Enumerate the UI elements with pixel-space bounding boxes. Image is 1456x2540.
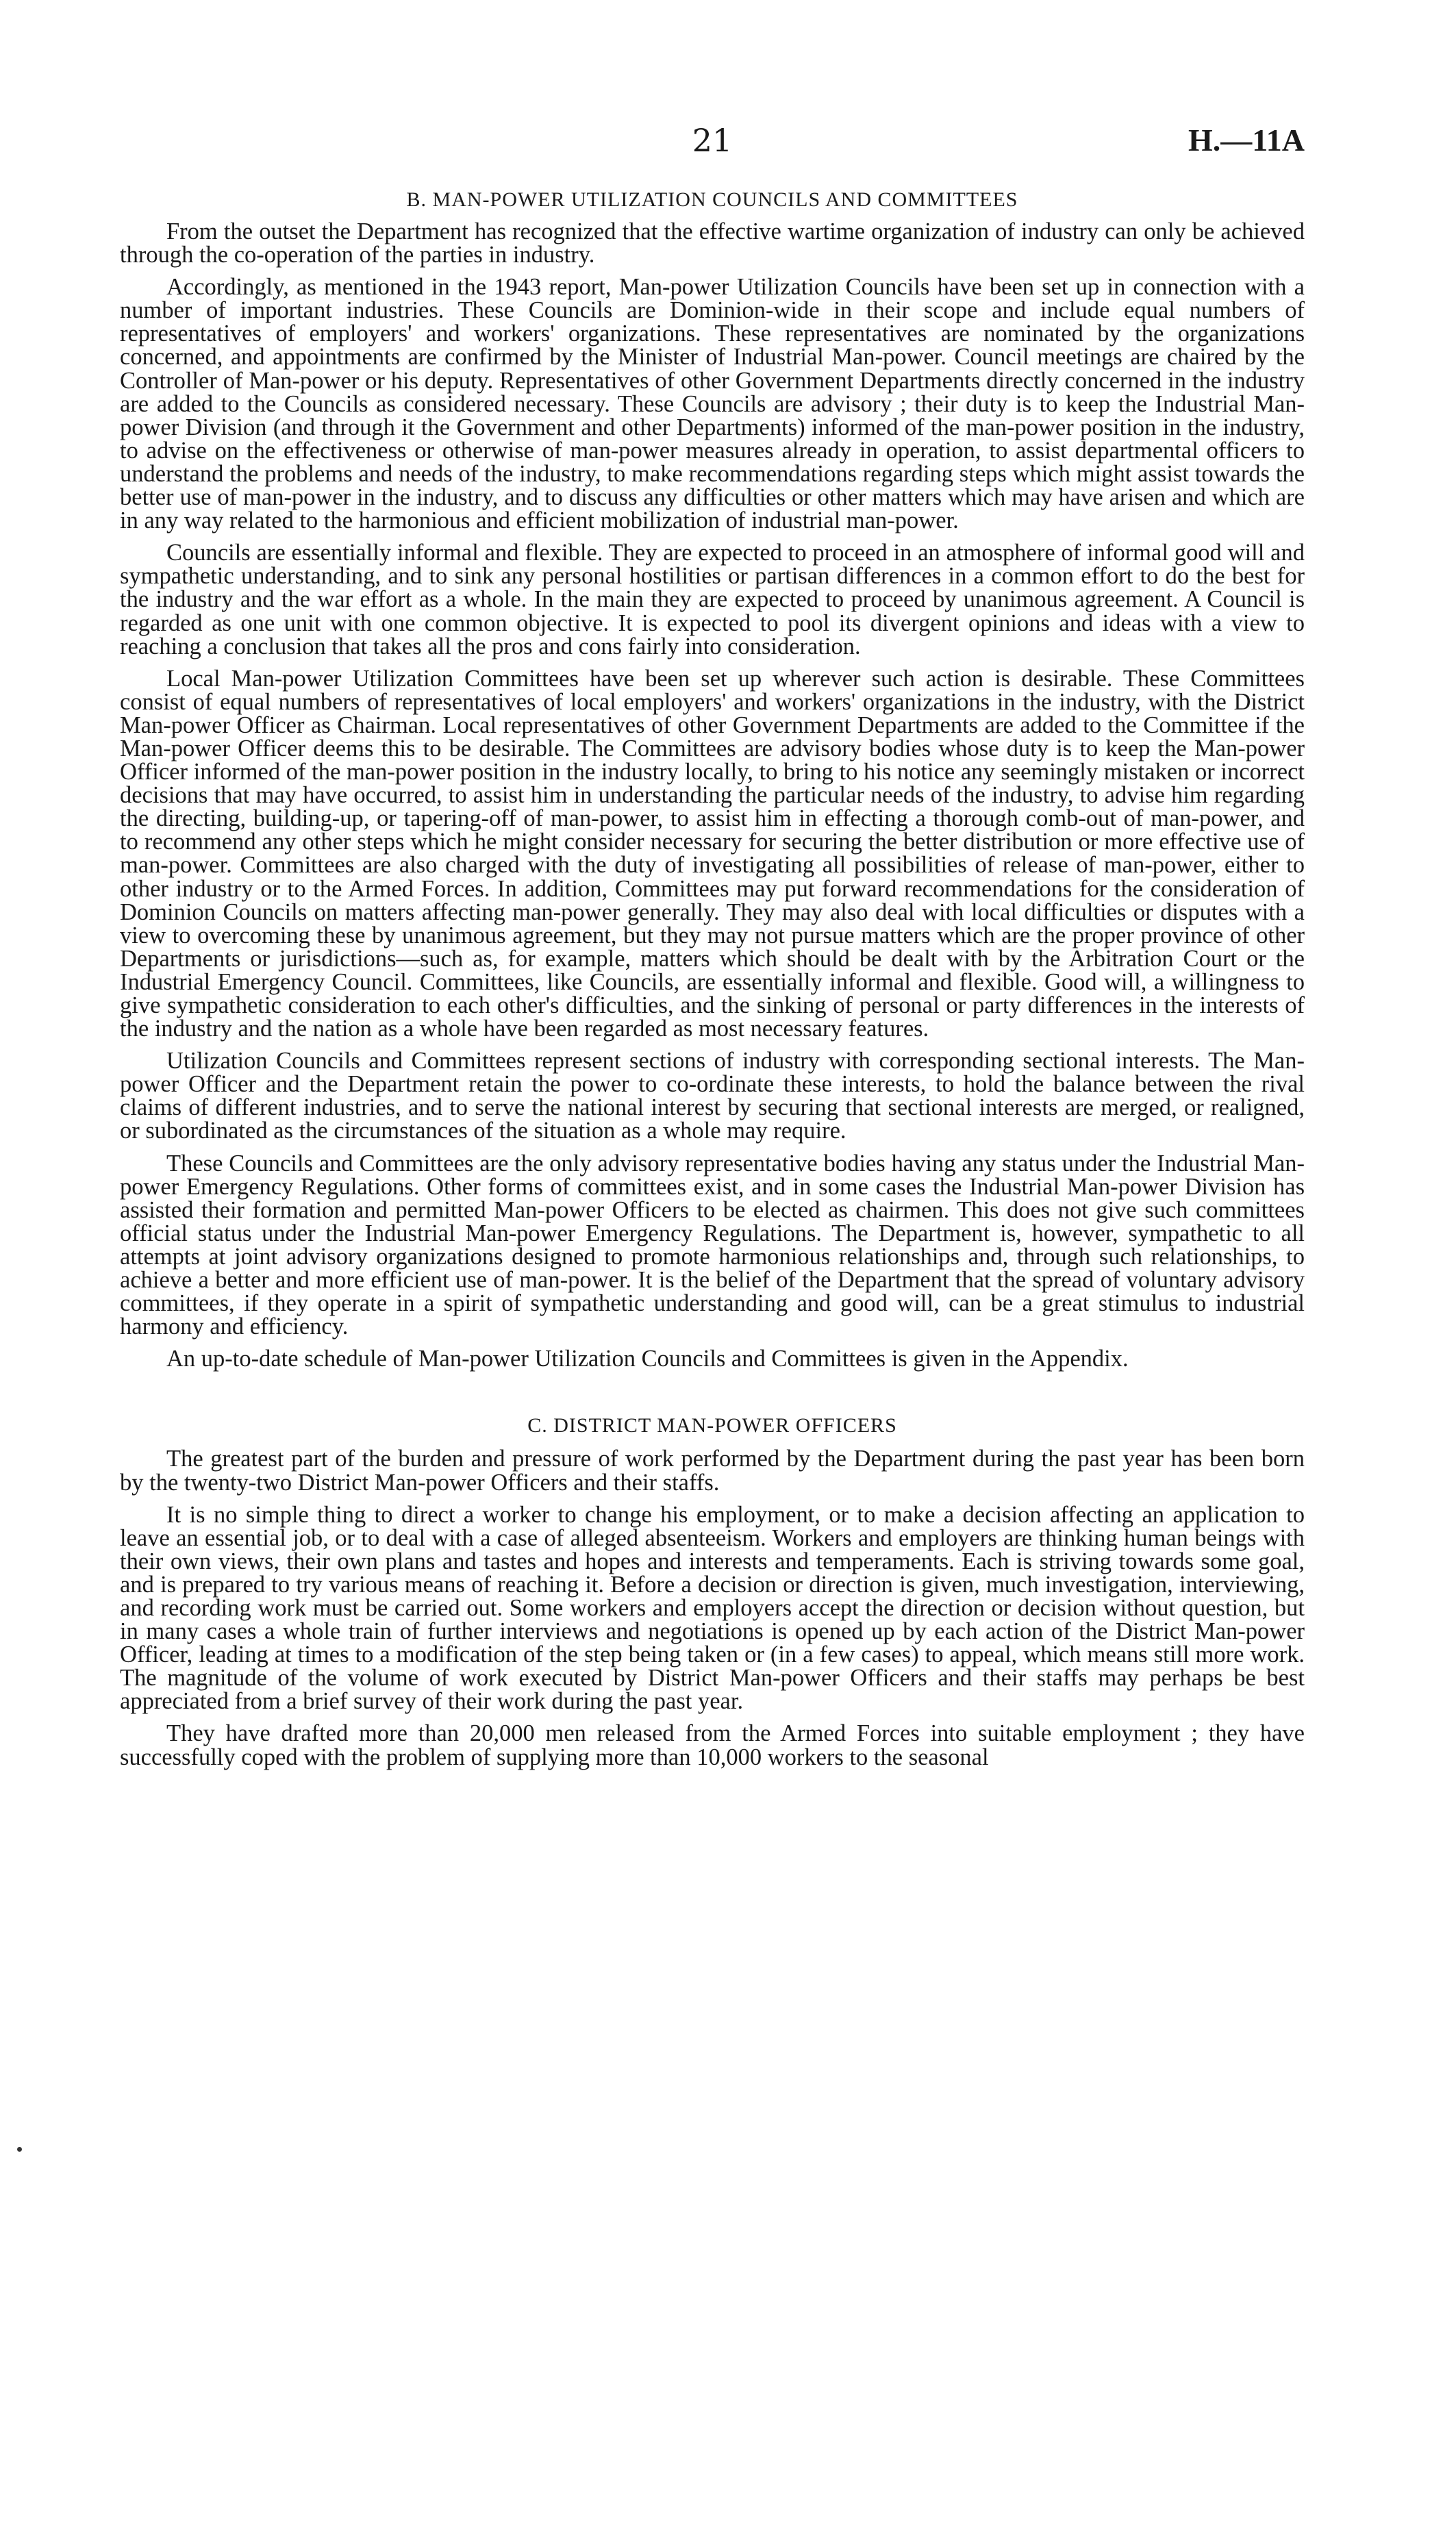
section-b-paragraph: Utilization Councils and Committees represent sections of industry with corresponding sectional interests. The Man-power Officer and the Department retain the power to co-ordinate these interests, to hold the balance between the rival claims of different industries, and to serve the national interest by securing that sectional interests are merged, or realigned, or subordinated as the circumstances of the situation as a whole may require. — [120, 1048, 1305, 1144]
section-c-heading: C. DISTRICT MAN-POWER OFFICERS — [527, 1414, 897, 1437]
section-b-paragraph: Local Man-power Utilization Committees have been set up wherever such action is desirable. These Committees consist of equal numbers of representatives of local employers' and workers' organizations in the industry, with the District Man-power Officer as Chairman. Local representatives of other Government Departments are added to the Committee if the Man-power Officer deems this to be desirable. The Committees are advisory bodies whose duty is to keep the Man-power Officer informed of the man-power position in the industry locally, to bring to his notice any seemingly mistaken or incorrect decisions that may have occurred, to assist him in understanding the particular needs of the industry, to advise him regarding the directing, building-up, or tapering-off of man-power, to assist him in effecting a thorough comb-out of man-power, and to recommend any other steps which he might consider necessary for securing the better distribution or more effective use of man-power. Committees are also charged with the duty of investigating all possibilities of release of man-power, either to other industry or to the Armed Forces. In addition, Committees may put forward recommendations for the consideration of Dominion Councils on matters affecting man-power generally. They may also deal with local difficulties or disputes with a view to overcoming these by unanimous agreement, but they may not pursue matters which are the proper province of other Departments or jurisdictions—such as, for example, matters which should be dealt with by the Arbitration Court or the Industrial Emergency Council. Committees, like Councils, are essentially informal and flexible. Good will, a willingness to give sympathetic consideration to each other's difficulties, and the sinking of personal or party differences in the interests of the industry and the nation as a whole have been regarded as most necessary features. — [120, 665, 1305, 1042]
section-b-heading: B. MAN-POWER UTILIZATION COUNCILS AND COMMITTEES — [406, 188, 1018, 211]
section-b-paragraph: An up-to-date schedule of Man-power Utilization Councils and Committees is given in the Appendix. — [166, 1346, 1129, 1372]
section-b-paragraph: From the outset the Department has recognized that the effective wartime organization of industry can only be achieved through the co-operation of the parties in industry. — [120, 218, 1305, 268]
document-reference: H.—11A — [1188, 123, 1305, 158]
section-c-paragraph: They have drafted more than 20,000 men released from the Armed Forces into suitable employment ; they have successfully coped with the problem of supplying more than 10,000 workers to the seasonal — [120, 1720, 1305, 1770]
section-b-paragraph: Accordingly, as mentioned in the 1943 report, Man-power Utilization Councils have been set up in connection with a number of important industries. These Councils are Dominion-wide in their scope and include equal numbers of representatives of employers' and workers' organizations. These representatives are nominated by the organizations concerned, and appointments are confirmed by the Minister of Industrial Man-power. Council meetings are chaired by the Controller of Man-power or his deputy. Representatives of other Government Departments directly concerned in the industry are added to the Councils as considered necessary. These Councils are advisory ; their duty is to keep the Industrial Man-power Division (and through it the Government and other Departments) informed of the man-power position in the industry, to advise on the effectiveness or otherwise of man-power measures already in operation, to assist departmental officers to understand the problems and needs of the industry, to make recommendations regarding steps which might assist towards the better use of man-power in the industry, and to discuss any difficulties or other matters which may have arisen and which are in any way related to the harmonious and efficient mobilization of industrial man-power. — [120, 274, 1305, 534]
section-b-paragraph: Councils are essentially informal and flexible. They are expected to proceed in an atmosphere of informal good will and sympathetic understanding, and to sink any personal hostilities or partisan differences in a common effort to do the best for the industry and the war effort as a whole. In the main they are expected to proceed by unanimous agreement. A Council is regarded as one unit with one common objective. It is expected to pool its divergent opinions and ideas with a view to reaching a conclusion that takes all the pros and cons fairly into consideration. — [120, 540, 1305, 659]
page-header — [120, 120, 1305, 168]
margin-mark — [17, 2147, 22, 2152]
page-body — [120, 188, 1305, 1778]
section-c-paragraph: The greatest part of the burden and pressure of work performed by the Department during the past year has been born by the twenty-two District Man-power Officers and their staffs. — [120, 1446, 1305, 1496]
section-c-paragraph: It is no simple thing to direct a worker to change his employment, or to make a decision affecting an application to leave an essential job, or to deal with a case of alleged absenteeism. Workers and employers are thinking human beings with their own views, their own plans and tastes and hopes and interests and temperaments. Each is striving towards some goal, and is prepared to try various means of reaching it. Before a decision or direction is given, much investigation, interviewing, and recording work must be carried out. Some workers and employers accept the direction or decision without question, but in many cases a whole train of further interviews and negotiations is opened up by each action of the District Man-power Officer, leading at times to a modification of the step being taken or (in a few cases) to appeal, which means still more work. The magnitude of the volume of work executed by District Man-power Officers and their staffs may perhaps be best appreciated from a brief survey of their work during the past year. — [120, 1501, 1305, 1715]
section-b-paragraph: These Councils and Committees are the only advisory representative bodies having any status under the Industrial Man-power Emergency Regulations. Other forms of committees exist, and in some cases the Industrial Man-power Division has assisted their formation and permitted Man-power Officers to be elected as chairmen. This does not give such committees official status under the Industrial Man-power Emergency Regulations. The Department is, however, sympathetic to all attempts at joint advisory organizations designed to promote harmonious relationships and, through such relationships, to achieve a better and more efficient use of man-power. It is the belief of the Department that the spread of voluntary advisory committees, if they operate in a spirit of sympathetic understanding and good will, can be a great stimulus to industrial harmony and efficiency. — [120, 1150, 1305, 1340]
page-number: 21 — [692, 122, 733, 159]
